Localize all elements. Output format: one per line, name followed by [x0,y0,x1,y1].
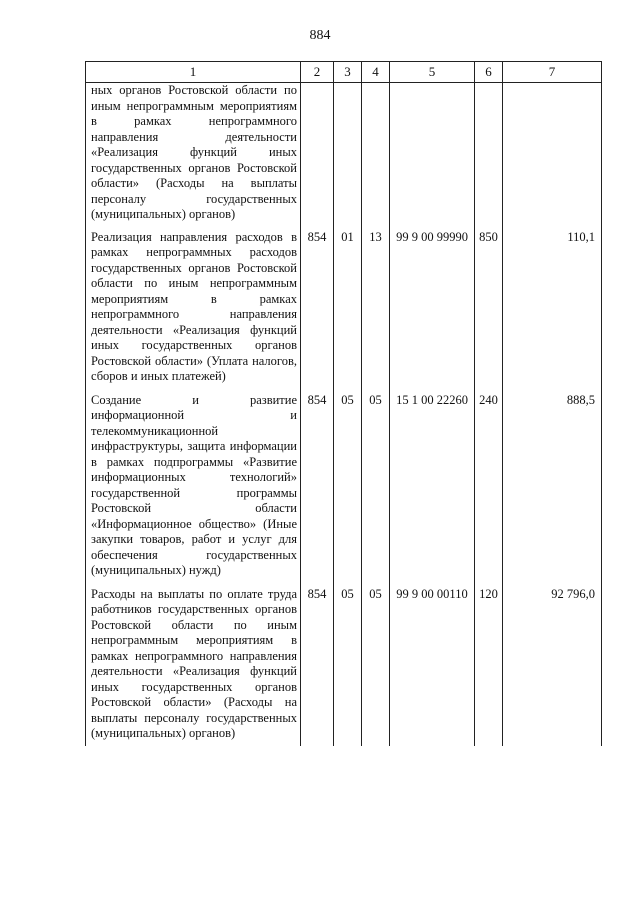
header-col-6: 6 [475,62,503,83]
row-amount: 110,1 [503,230,602,393]
header-col-1: 1 [86,62,301,83]
row-section-code [334,83,362,230]
row-section-code: 01 [334,230,362,393]
row-subsection-code: 05 [362,393,390,587]
header-col-5: 5 [390,62,475,83]
header-col-2: 2 [301,62,334,83]
budget-table [85,61,602,746]
row-expense-type [475,83,503,230]
row-amount: 888,5 [503,393,602,587]
header-col-7: 7 [503,62,602,83]
page-number: 884 [309,28,331,43]
row-description: Расходы на выплаты по оплате труда работников государственных органов Ростовской области по иным непрограммным мероприятиям в рамках непрограммного направления деятельности «Реализация функций иных государственных органов Ростовской области» (Расходы на выплаты персоналу государственных (муниципальных) органов) [86,587,301,746]
row-description: Создание и развитие информационной и телекоммуникационной инфраструктуры, защита информации в рамках подпрограммы «Развитие информационных технологий» государственной программы Ростовской области «Информационное общество» (Иные закупки товаров, работ и услуг для обеспечения государственных (муниципальных) нужд) [86,393,301,587]
row-ministry-code: 854 [301,230,334,393]
row-section-code: 05 [334,393,362,587]
row-subsection-code: 05 [362,587,390,746]
row-ministry-code: 854 [301,393,334,587]
row-expense-type: 120 [475,587,503,746]
header-col-3: 3 [334,62,362,83]
table-row [86,83,602,230]
header-col-4: 4 [362,62,390,83]
row-amount: 92 796,0 [503,587,602,746]
table-row [86,587,602,746]
row-target-code [390,83,475,230]
row-ministry-code [301,83,334,230]
row-expense-type: 850 [475,230,503,393]
row-target-code: 99 9 00 00110 [390,587,475,746]
table-row [86,393,602,587]
row-ministry-code: 854 [301,587,334,746]
table-header-row [86,62,602,83]
row-target-code: 15 1 00 22260 [390,393,475,587]
row-subsection-code [362,83,390,230]
row-target-code: 99 9 00 99990 [390,230,475,393]
row-section-code: 05 [334,587,362,746]
row-subsection-code: 13 [362,230,390,393]
row-expense-type: 240 [475,393,503,587]
row-description: Реализация направления расходов в рамках непрограммных расходов государственных органов Ростовской области по иным непрограммным мероприятиям в рамках непрограммного направления деятельности «Реализация функций иных государственных органов Ростовской области» (Уплата налогов, сборов и иных платежей) [86,230,301,393]
row-amount [503,83,602,230]
row-description: ных органов Ростовской области по иным непрограммным мероприятиям в рамках непрограммного направления деятельности «Реализация функций иных государственных органов Ростовской области» (Расходы на выплаты персоналу государственных (муниципальных) органов) [86,83,301,230]
table-row [86,230,602,393]
